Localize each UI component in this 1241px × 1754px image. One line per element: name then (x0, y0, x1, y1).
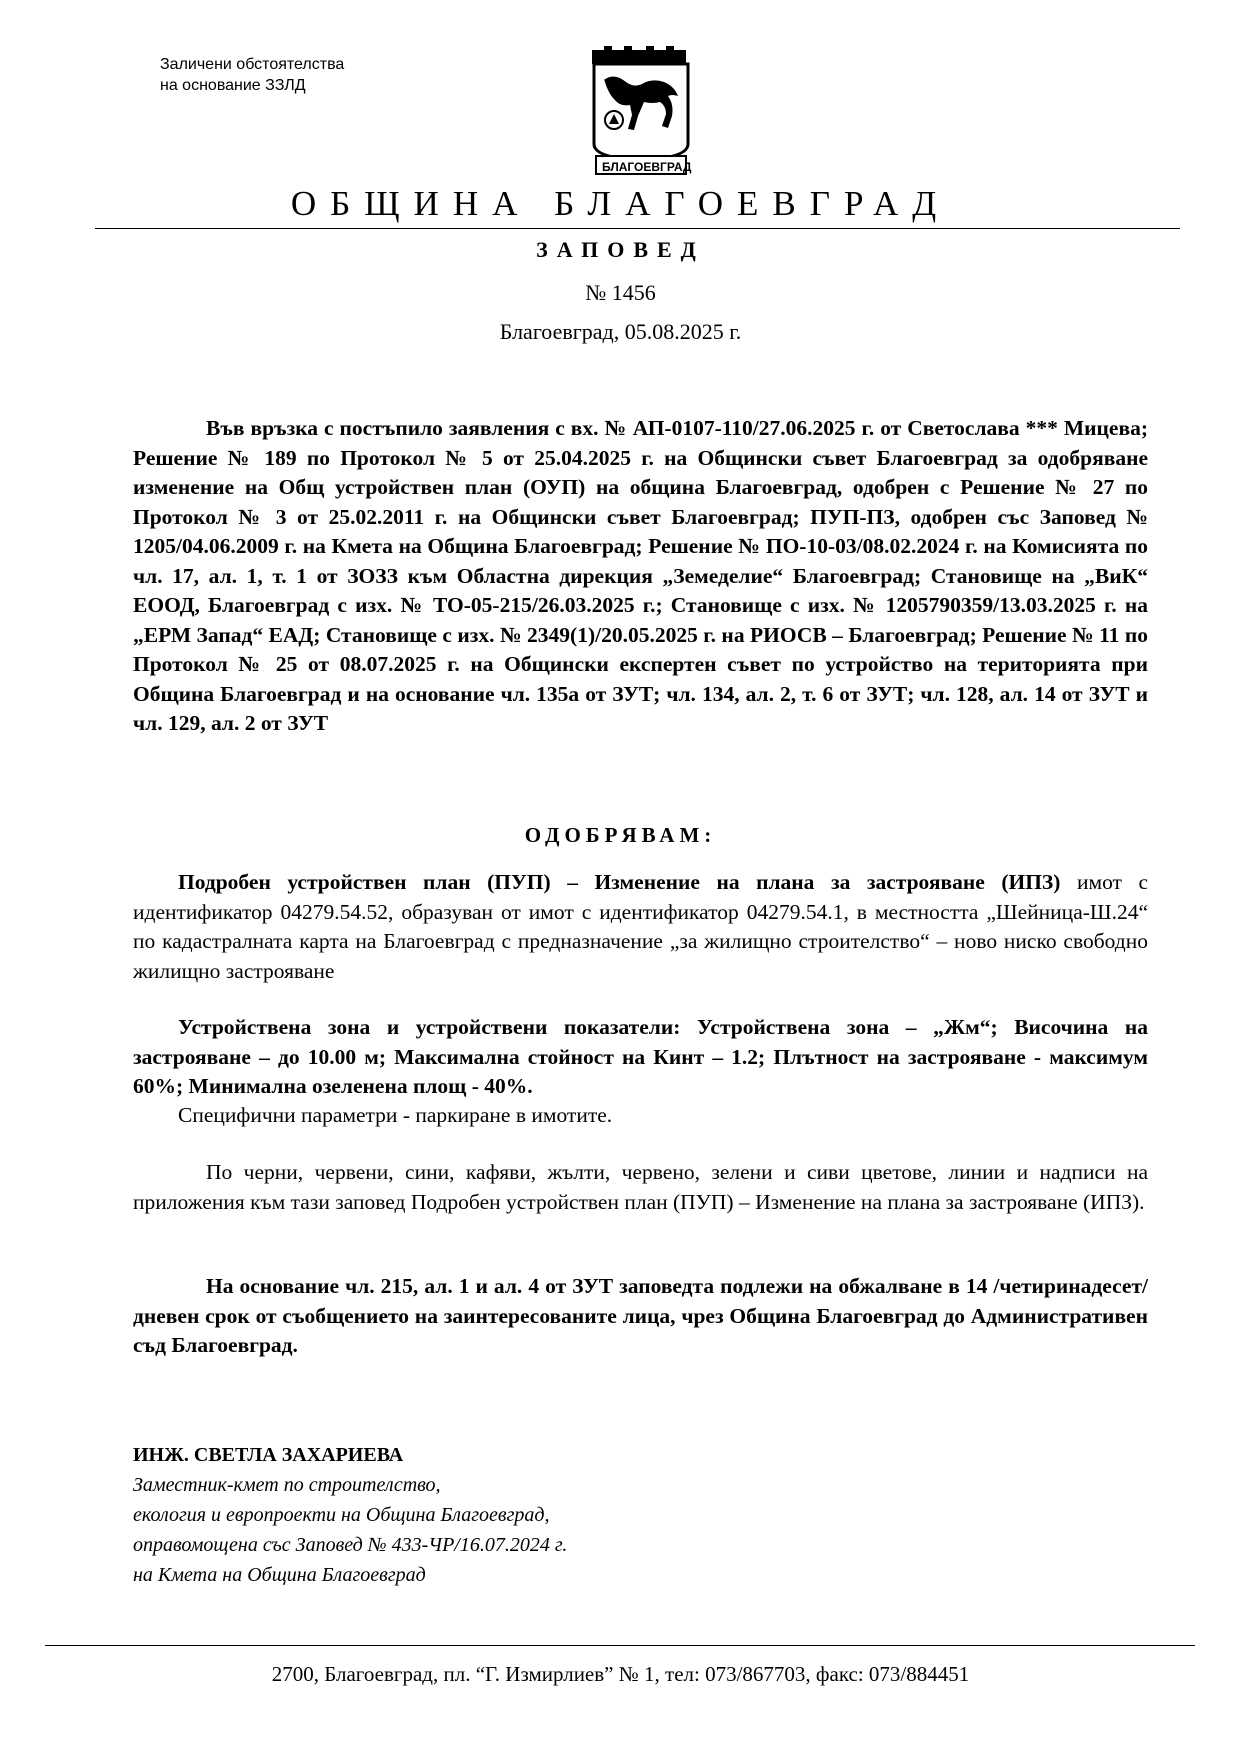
document-type: ЗАПОВЕД (536, 237, 705, 262)
organization-name: ОБЩИНА БЛАГОЕВГРАД (290, 184, 951, 223)
signatory-role-line2: екология и европроекти на Община Благоевград, (133, 1504, 550, 1526)
crest-label: БЛАГОЕВГРАД (602, 160, 692, 174)
redaction-note-line1: Заличени обстоятелства (160, 56, 345, 73)
header-divider (95, 228, 1180, 229)
footer-divider (45, 1645, 1195, 1646)
municipal-coat-of-arms-icon (588, 44, 694, 178)
signatory-role-line3: оправомощена със Заповед № 433-ЧР/16.07.2024 г. (133, 1534, 568, 1556)
signatory-name: ИНЖ. СВЕТЛА ЗАХАРИЕВА (133, 1444, 404, 1466)
zone-indicators-paragraph: Устройствена зона и устройствени показатели: Устройствена зона – „Жм“; Височина на застрояване – до 10.00 м; Максимална стойност на Кинт – 1.2; Плътност на застрояване - максимум 60%; Минимална озеленена площ - 40%. (133, 1015, 1148, 1098)
redaction-note (160, 54, 344, 96)
plan-paragraph (133, 868, 1148, 986)
footer-address: 2700, Благоевград, пл. “Г. Измирлиев” № 1, тел: 073/867703, факс: 073/884451 (271, 1662, 970, 1686)
redaction-note-line2: на основание ЗЗЛД (160, 77, 306, 94)
plan-title: Подробен устройствен план (ПУП) – Изменение на плана за застрояване (ИПЗ) (178, 870, 1061, 894)
plan-details: имот с идентификатор 04279.54.52, образуван от имот с идентификатор 04279.54.1, в местността „Шейница-Ш.24“ по кадастралната карта на Благоевград с предназначение „за жилищно строителство“ – ново ниско свободно жилищно застрояване (133, 870, 1148, 983)
place-and-date: Благоевград, 05.08.2025 г. (499, 319, 742, 344)
specific-parameters: Специфични параметри - паркиране в имотите. (178, 1103, 613, 1127)
colors-note-paragraph: По черни, червени, сини, кафяви, жълти, червено, зелени и сиви цветове, линии и надписи на приложения към тази заповед Подробен устройствен план (ПУП) – Изменение на плана за застрояване (ИПЗ). (133, 1160, 1148, 1214)
signatory-role-line1: Заместник-кмет по строителство, (133, 1474, 441, 1496)
preamble-paragraph: Във връзка с постъпило заявления с вх. № АП-0107-110/27.06.2025 г. от Светослава *** Мицева; Решение № 189 по Протокол № 5 от 25.04.2025 г. на Общински съвет Благоевград за одобряване изменение на Общ устройствен план (ОУП) на община Благоевград, одобрен с Решение № 27 по Протокол № 3 от 25.02.2011 г. на Общински съвет Благоевград; ПУП-ПЗ, одобрен със Заповед № 1205/04.06.2009 г. на Кмета на Община Благоевград; Решение № ПО-10-03/08.02.2024 г. на Комисията по чл. 17, ал. 1, т. 1 от ЗОЗЗ към Областна дирекция „Земеделие“ Благоевград; Становище на „ВиК“ ЕООД, Благоевград с изх. № ТО-05-215/26.03.2025 г.; Становище с изх. № 1205790359/13.03.2025 г. на „ЕРМ Запад“ ЕАД; Становище с изх. № 2349(1)/20.05.2025 г. на РИОСВ – Благоевград; Решение № 11 по Протокол № 25 от 08.07.2025 г. на Общински експертен съвет по устройство на територията при Община Благоевград и на основание чл. 135а от ЗУТ; чл. 134, ал. 2, т. 6 от ЗУТ; чл. 128, ал. 14 от ЗУТ и чл. 129, ал. 2 от ЗУТ (133, 416, 1148, 735)
appeal-paragraph: На основание чл. 215, ал. 1 и ал. 4 от ЗУТ заповедта подлежи на обжалване в 14 /четиринадесет/ дневен срок от съобщението на заинтересованите лица, чрез Община Благоевград до Административен съд Благоевград. (133, 1274, 1148, 1357)
approve-heading: ОДОБРЯВАМ: (524, 823, 717, 847)
signature-block (133, 1440, 833, 1590)
signatory-role-line4: на Кмета на Община Благоевград (133, 1564, 426, 1586)
document-number: № 1456 (585, 280, 656, 305)
